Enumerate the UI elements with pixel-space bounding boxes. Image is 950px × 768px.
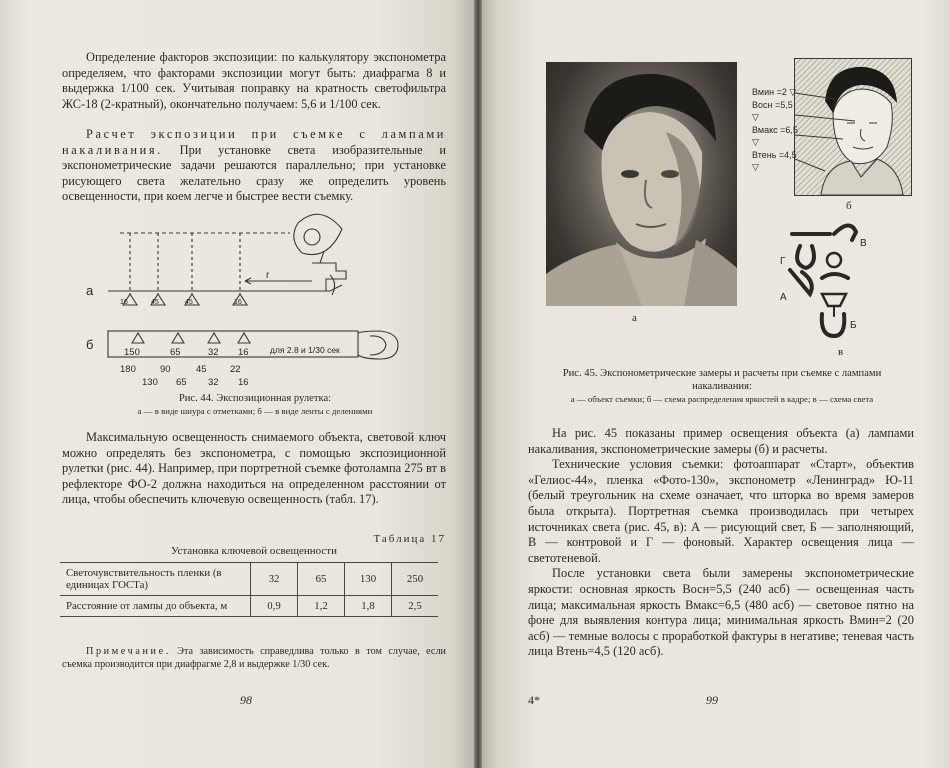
reading-shadow: Втень =4,5 ▽ (752, 149, 797, 172)
figure-44-caption: Рис. 44. Экспозиционная рулетка: а — в виде шнура с отметками; б — в виде ленты с делениями (137, 393, 373, 416)
section-heading: Расчет экспозиции при съемке с лампами накаливания. (62, 127, 446, 157)
tape-row2-value: 65 (176, 377, 187, 388)
brightness-readings (752, 86, 798, 174)
table-cell: 250 (392, 563, 439, 596)
svg-text:45: 45 (151, 299, 159, 306)
table-cell: 1,8 (345, 596, 392, 617)
photo-b-label: б (846, 200, 852, 212)
tape-row2-value: 130 (142, 377, 158, 388)
table-cell: 65 (298, 563, 345, 596)
svg-text:16: 16 (234, 299, 242, 306)
page-number: 98 (240, 693, 252, 707)
fig44-label-a: а (86, 283, 94, 298)
sketch-image (795, 59, 911, 195)
lighting-scheme-v (772, 212, 912, 352)
scheme-v-label: в (838, 346, 844, 358)
photo-a-label: а (632, 312, 637, 324)
table-cell: 1,2 (298, 596, 345, 617)
svg-text:16: 16 (120, 299, 128, 306)
table-cell: 130 (345, 563, 392, 596)
paragraph-exposure-tape: Максимальную освещенность снимаемого объекта, световой ключ можно определять без экспонометра, с помощью экспозиционной рулетки (рис. 44). Например, при портретной съемке фотолампа 275 вт в рефлекторе ФО-2 должна находиться на определенном расстоянии от лица, чтобы обеспечить ключевую освещенность (табл. 17). (62, 430, 446, 507)
table-row-label: Расстояние от лампы до объекта, м (60, 596, 251, 617)
tape-row1-value: 180 (120, 364, 136, 375)
tape-mark: 16 (238, 347, 249, 358)
scheme-label-b: Б (850, 320, 857, 331)
book-spine (474, 0, 482, 768)
table-row (60, 596, 438, 617)
tape-inscription: для 2.8 и 1/30 сек (270, 345, 340, 355)
scheme-label-g: Г (780, 256, 786, 267)
svg-text:45: 45 (185, 299, 193, 306)
right-page (482, 0, 950, 768)
paragraph-fig45-intro: На рис. 45 показаны пример освещения объекта (а) лампами накаливания, экспонометрические замеры (б) и расчеты. (528, 426, 914, 456)
reading-max: Вмакс =6,5 ▽ (752, 124, 798, 147)
portrait-photo-a (546, 62, 737, 306)
tape-row2-value: 32 (208, 377, 219, 388)
scheme-label-a: А (780, 292, 787, 303)
paragraph-brightness-readings: После установки света были замерены экспонометрические яркости: основная яркость Восн=5,5 (240 асб) — освещенная часть лица; максимальная яркость Вмакс=6,5 (480 асб) — световое пятно на фоне для выявления контура лица; минимальная яркость Вмин=2 (20 асб) — темные волосы с проработкой фактуры в негативе; теневая часть лица Втень=4,5 (120 асб). (528, 566, 914, 659)
scheme-label-v: В (860, 238, 867, 249)
signature-mark: 4* (528, 693, 540, 707)
figure-44-exposure-tape (80, 205, 420, 400)
table-cell: 32 (251, 563, 298, 596)
right-body-text (528, 426, 914, 660)
tape-row2-value: 16 (238, 377, 249, 388)
tape-mark: 32 (208, 347, 219, 358)
tape-row1-value: 22 (230, 364, 241, 375)
table-note: Примечание. Эта зависимость справедлива только в том случае, если съемка производится при диафрагме 2,8 и выдержке 1/30 сек. (62, 646, 446, 670)
reading-min: Вмин =2 ▽ (752, 87, 797, 97)
fig44-label-r: r (266, 270, 270, 281)
table-row (60, 563, 438, 596)
table-17 (60, 562, 438, 617)
table-number: Таблица 17 (373, 533, 446, 545)
fig44-label-b: б (86, 337, 94, 352)
tape-mark: 65 (170, 347, 181, 358)
tape-mark: 150 (124, 347, 140, 358)
figure-45-caption: Рис. 45. Экспонометрические замеры и расчеты при съемке с лампами накаливания: а — объект съемки; б — схема распределения яркостей в кадре; в — схема света (562, 368, 882, 404)
reading-base: Восн =5,5 ▽ (752, 99, 793, 122)
left-page (0, 0, 474, 768)
table-cell: 2,5 (392, 596, 439, 617)
table-row-label: Светочувствительность пленки (в единицах ГОСТа) (60, 563, 251, 596)
paragraph-technical-conditions: Технические условия съемки: фотоаппарат «Старт», объектив «Гелиос-44», пленка «Фото-130», экспонометр «Ленинград» Ю-11 (белый треугольник на схеме означает, что шторка во время замеров была открыта). Портретная съемка производилась при четырех источниках света (рис. 45, в): А — рисующий свет, Б — заполняющий, В — контровой и Г — фоновый. Характер освещения лица — светотеневой. (528, 457, 914, 565)
page-number: 99 (706, 693, 718, 707)
tape-row1-value: 45 (196, 364, 207, 375)
portrait-image (546, 62, 737, 306)
paragraph-incandescent-calc: Расчет экспозиции при съемке с лампами накаливания. При установке света изобразительные и экспонометрические задачи решаются параллельно; при установке рисующего света желательно сразу же определить уровень освещенности, при коем легче и быстрее вести съемку. (62, 127, 446, 204)
table-cell: 0,9 (251, 596, 298, 617)
paragraph-exposure-factors: Определение факторов экспозиции: по калькулятору экспонометра определяем, что факторами экспозиции могут быть: диафрагма 8 и выдержка 1/100 сек. Учитывая поправку на кратность светофильтра ЖС-18 (2-кратный), окончательно получаем: 5,6 и 1/100 сек. (62, 50, 446, 111)
portrait-sketch-b (794, 58, 912, 196)
tape-row1-value: 90 (160, 364, 171, 375)
table-title: Установка ключевой освещенности (170, 545, 337, 557)
